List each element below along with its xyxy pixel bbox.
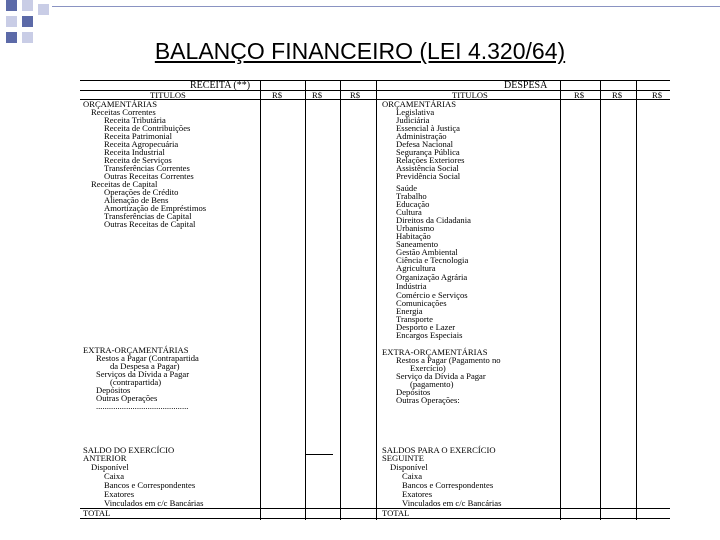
despesa-orc-21: Organização Agrária <box>396 272 468 282</box>
despesa-orc-23: Comércio e Serviços <box>396 290 468 300</box>
receita-orc-2: Receita Tributária <box>104 115 166 125</box>
receita-orc-9: Outras Receitas Correntes <box>104 171 194 181</box>
receita-rs-2: R$ <box>312 90 323 100</box>
receita-extra-7: ........................................... <box>96 401 189 411</box>
despesa-extra-3: Serviço da Dívida a Pagar <box>396 371 486 381</box>
receita-orc-8: Transferências Correntes <box>104 163 190 173</box>
despesa-extra-1: Restos a Pagar (Pagamento no <box>396 355 501 365</box>
receita-extra-5: Depósitos <box>96 385 131 395</box>
receita-extra-3: Serviços da Dívida a Pagar <box>96 369 190 379</box>
receita-saldo-3: Caixa <box>104 471 125 481</box>
despesa-orc-18: Gestão Ambiental <box>396 247 458 257</box>
receita-extra-6: Outras Operações <box>96 393 158 403</box>
rule-v4 <box>560 80 561 520</box>
receita-orc-0: ORÇAMENTÁRIAS <box>83 99 158 109</box>
rule-total <box>80 508 670 509</box>
despesa-orc-2: Judiciária <box>396 115 430 125</box>
rule-v3 <box>340 80 341 520</box>
despesa-orc-15: Urbanismo <box>396 223 435 233</box>
despesa-titulos-header: TITULOS <box>452 90 488 100</box>
despesa-rs-2: R$ <box>612 90 623 100</box>
subtotal-line <box>305 454 333 455</box>
receita-orc-13: Amortização de Empréstimos <box>104 203 207 213</box>
despesa-extra-2: Exercício) <box>410 363 446 373</box>
despesa-orc-24: Comunicações <box>396 298 447 308</box>
despesa-total: TOTAL <box>382 508 410 518</box>
receita-saldo-4: Bancos e Correspondentes <box>104 480 196 490</box>
despesa-orc-17: Saneamento <box>396 239 438 249</box>
despesa-saldo-0: SALDOS PARA O EXERCÍCIO <box>382 445 496 455</box>
despesa-saldo-3: Caixa <box>402 471 423 481</box>
receita-rs-1: R$ <box>272 90 283 100</box>
rule-bottom <box>80 518 670 519</box>
despesa-extra-6: Outras Operações: <box>396 395 460 405</box>
page-title: BALANÇO FINANCEIRO (LEI 4.320/64) <box>154 38 566 64</box>
despesa-orc-8: Assistência Social <box>396 163 459 173</box>
decor-square-2 <box>22 0 33 11</box>
receita-saldo-5: Exatores <box>104 489 135 499</box>
despesa-saldo-2: Disponível <box>390 462 428 472</box>
rule-v1 <box>260 80 261 520</box>
receita-header: RECEITA (**) <box>190 80 251 91</box>
decor-square-5 <box>22 16 33 27</box>
despesa-orc-6: Segurança Pública <box>396 147 460 157</box>
despesa-orc-1: Legislativa <box>396 107 435 117</box>
despesa-orc-19: Ciência e Tecnologia <box>396 255 469 265</box>
despesa-orc-3: Essencial à Justiça <box>396 123 460 133</box>
receita-orc-4: Receita Patrimonial <box>104 131 173 141</box>
despesa-orc-13: Cultura <box>396 207 422 217</box>
despesa-rs-1: R$ <box>574 90 585 100</box>
despesa-orc-26: Transporte <box>396 314 433 324</box>
despesa-extra-5: Depósitos <box>396 387 431 397</box>
despesa-orc-27: Desporto e Lazer <box>396 322 456 332</box>
receita-extra-4: (contrapartida) <box>110 377 162 387</box>
receita-titulos-header: TITULOS <box>150 90 186 100</box>
despesa-orc-25: Energia <box>396 306 423 316</box>
despesa-orc-28: Encargos Especiais <box>396 330 463 340</box>
despesa-orc-20: Agricultura <box>396 263 436 273</box>
receita-orc-14: Transferências de Capital <box>104 211 192 221</box>
receita-orc-12: Alienação de Bens <box>104 195 169 205</box>
despesa-orc-11: Trabalho <box>396 191 427 201</box>
despesa-saldo-1: SEGUINTE <box>382 453 425 463</box>
receita-saldo-6: Vinculados em c/c Bancárias <box>104 498 204 508</box>
receita-extra-2: da Despesa a Pagar) <box>110 361 180 371</box>
despesa-orc-16: Habitação <box>396 231 431 241</box>
receita-orc-1: Receitas Correntes <box>91 107 156 117</box>
decor-line <box>52 6 720 7</box>
receita-orc-10: Receitas de Capital <box>91 179 158 189</box>
receita-orc-15: Outras Receitas de Capital <box>104 219 196 229</box>
despesa-orc-10: Saúde <box>396 183 418 193</box>
despesa-saldo-4: Bancos e Correspondentes <box>402 480 494 490</box>
despesa-saldo-6: Vinculados em c/c Bancárias <box>402 498 502 508</box>
despesa-header: DESPESA <box>504 80 548 91</box>
rule-v6 <box>636 80 637 520</box>
despesa-orc-7: Relações Exteriores <box>396 155 465 165</box>
despesa-rs-3: R$ <box>652 90 663 100</box>
receita-orc-6: Receita Industrial <box>104 147 165 157</box>
receita-orc-7: Receita de Serviços <box>104 155 172 165</box>
despesa-orc-22: Indústria <box>396 281 427 291</box>
receita-orc-3: Receita de Contribuições <box>104 123 191 133</box>
receita-rs-3: R$ <box>350 90 361 100</box>
decor-square-4 <box>6 16 17 27</box>
decor-square-3 <box>38 4 49 15</box>
receita-saldo-0: SALDO DO EXERCÍCIO <box>83 445 175 455</box>
rule-v5 <box>600 80 601 520</box>
despesa-extra-4: (pagamento) <box>410 379 454 389</box>
receita-orc-11: Operações de Crédito <box>104 187 179 197</box>
rule-v-mid <box>376 80 377 520</box>
receita-extra-1: Restos a Pagar (Contrapartida <box>96 353 199 363</box>
balance-form <box>80 80 670 520</box>
despesa-orc-12: Educação <box>396 199 430 209</box>
despesa-orc-5: Defesa Nacional <box>396 139 454 149</box>
despesa-extra-0: EXTRA-ORÇAMENTÁRIAS <box>382 347 488 357</box>
despesa-orc-4: Administração <box>396 131 447 141</box>
rule-top <box>80 80 670 81</box>
receita-total: TOTAL <box>83 508 111 518</box>
despesa-orc-9: Previdência Social <box>396 171 461 181</box>
receita-saldo-2: Disponível <box>91 462 129 472</box>
despesa-orc-0: ORÇAMENTÁRIAS <box>382 99 457 109</box>
despesa-orc-14: Direitos da Cidadania <box>396 215 471 225</box>
receita-orc-5: Receita Agropecuária <box>104 139 179 149</box>
receita-saldo-1: ANTERIOR <box>83 453 127 463</box>
receita-extra-0: EXTRA-ORÇAMENTÁRIAS <box>83 345 189 355</box>
despesa-saldo-5: Exatores <box>402 489 433 499</box>
decor-square-1 <box>6 0 17 11</box>
